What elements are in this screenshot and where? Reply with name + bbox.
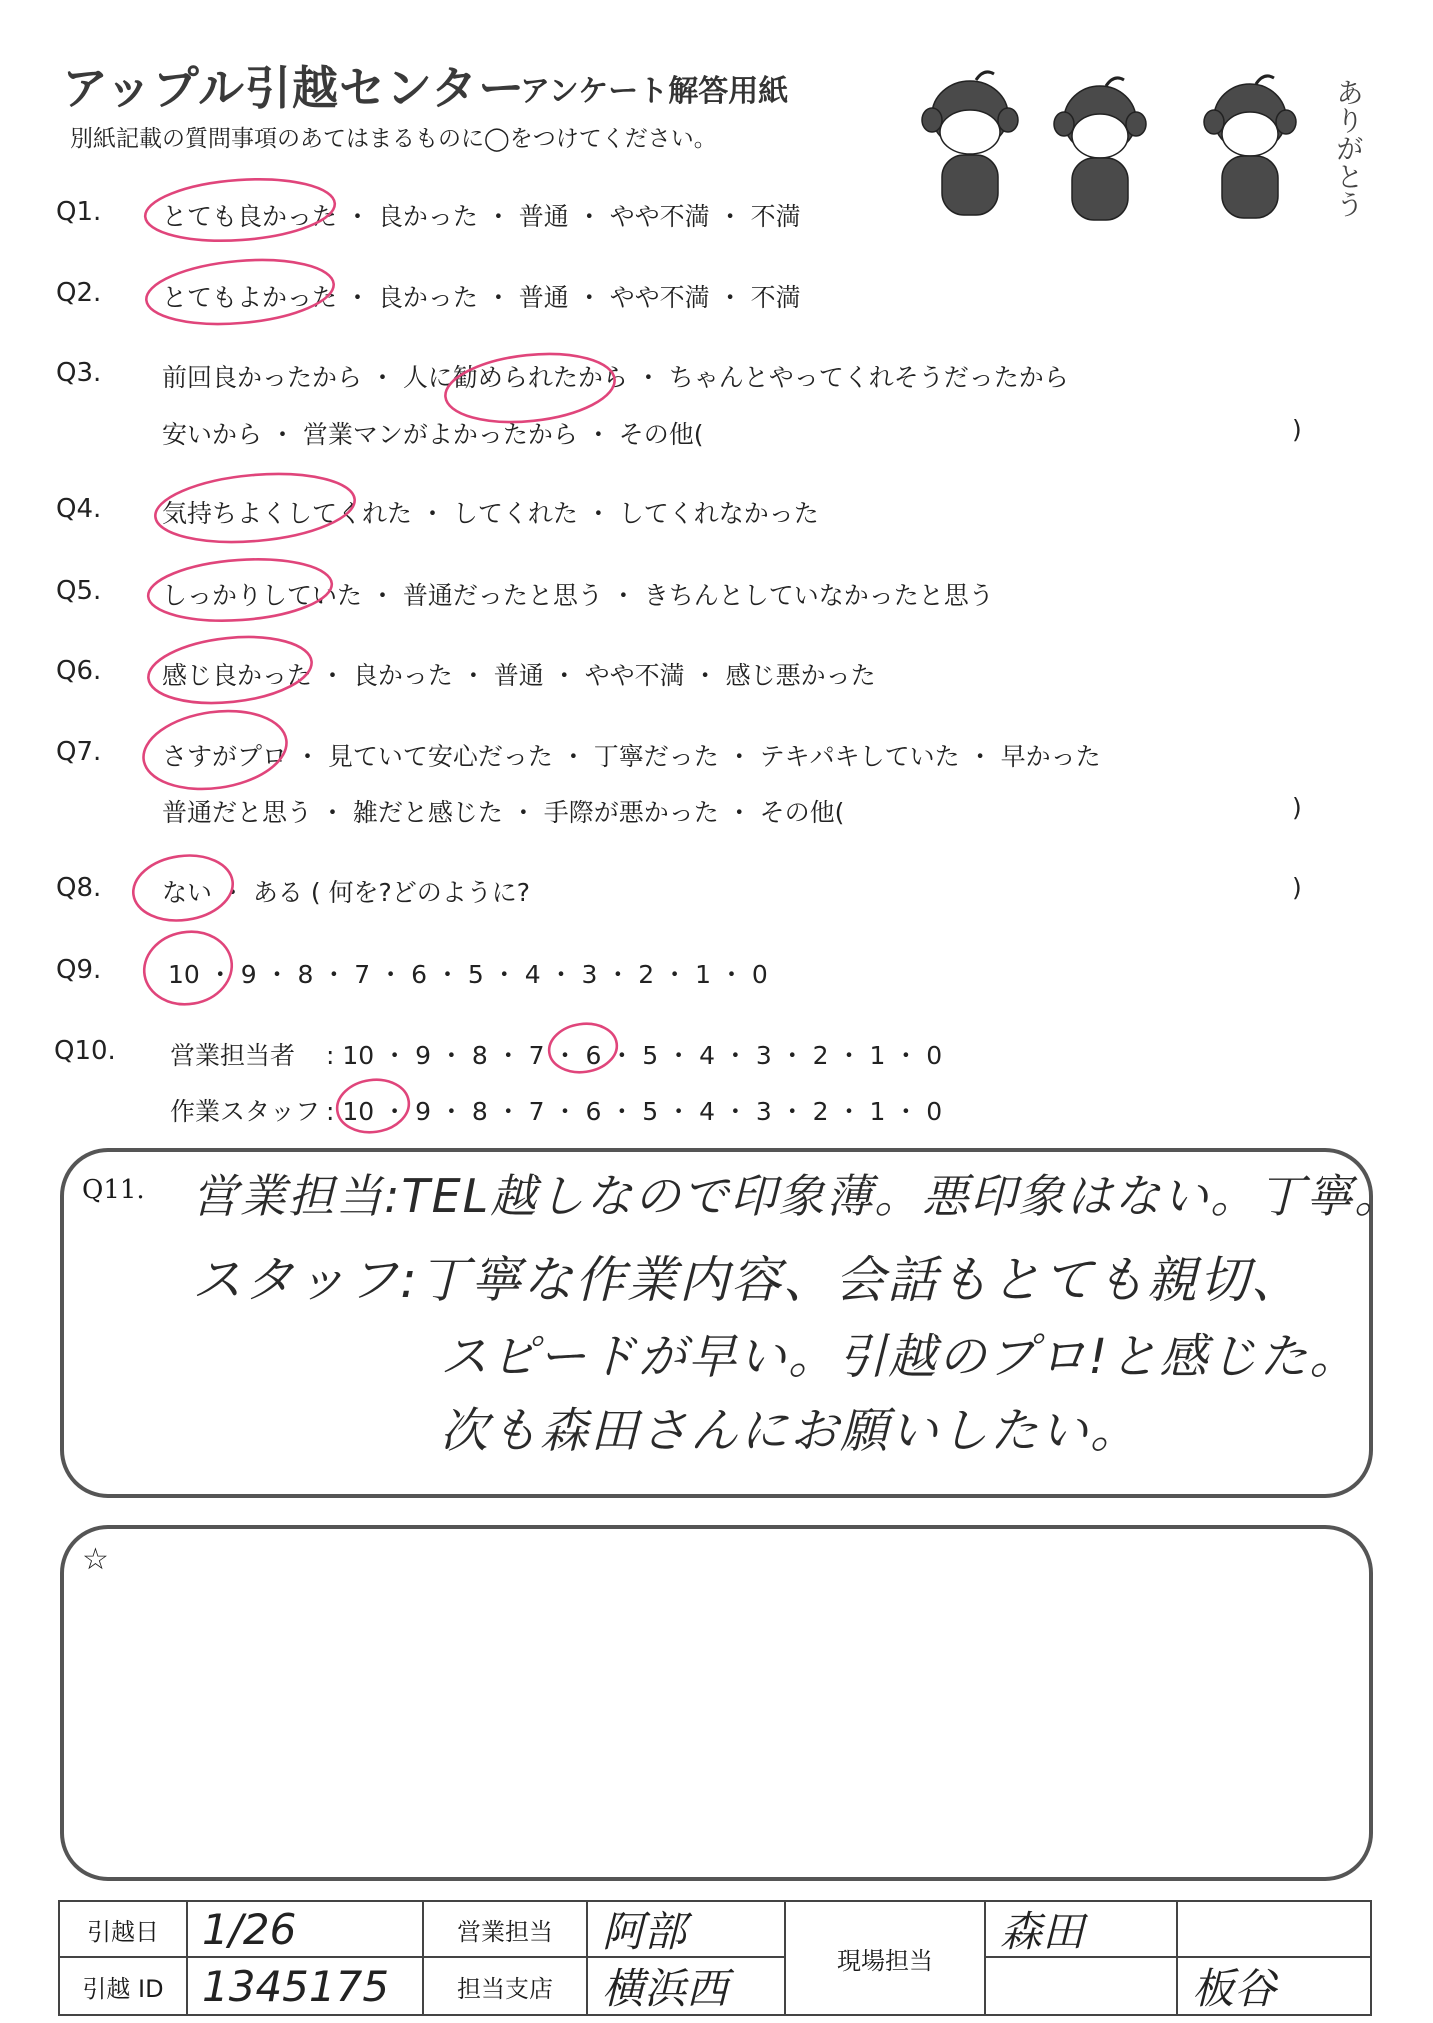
q11-line-3: スピードが早い。引越のプロ!と感じた。 <box>440 1329 1360 1385</box>
q11-line-1: 営業担当:TEL越しなので印象薄。悪印象はない。丁寧。 <box>192 1169 1403 1223</box>
sales-label: 営業担当 <box>424 1902 588 1958</box>
q3-options-line1[interactable]: 前回良かったから ・ 人に勧められたから ・ ちゃんとやってくれそうだったから <box>162 363 1069 392</box>
instruction-text: 別紙記載の質問事項のあてはまるものに◯をつけてください。 <box>70 126 717 152</box>
site-empty-1 <box>986 1958 1178 2014</box>
q8-label: Q8. <box>56 873 102 903</box>
q3-options-line2[interactable]: 安いから ・ 営業マンがよかったから ・ その他( <box>162 420 704 449</box>
q11-line-4: 次も森田さんにお願いしたい。 <box>440 1403 1141 1459</box>
q1-answer-circle <box>143 173 337 246</box>
free-comment-box <box>60 1525 1373 1881</box>
q2-label: Q2. <box>56 278 102 308</box>
q1-options[interactable]: とても良かった ・ 良かった ・ 普通 ・ やや不満 ・ 不満 <box>162 202 801 231</box>
q6-label: Q6. <box>56 656 102 686</box>
q8-answer-circle <box>129 849 237 926</box>
form-title: アンケート解答用紙 <box>520 74 789 109</box>
brand-title: アップル引越センター <box>62 61 526 115</box>
star-icon: ☆ <box>82 1542 109 1577</box>
q4-answer-circle <box>153 466 358 549</box>
q2-options[interactable]: とてもよかった ・ 良かった ・ 普通 ・ やや不満 ・ 不満 <box>162 283 801 312</box>
branch-value: 横浜西 <box>588 1958 786 2014</box>
move-id-value: 1345175 <box>188 1958 424 2014</box>
q3-label: Q3. <box>56 358 102 388</box>
q3-close-paren: ) <box>1292 415 1302 444</box>
q9-answer-circle <box>138 925 237 1011</box>
q10-sales-label: 営業担当者 <box>170 1041 296 1070</box>
q9-label: Q9. <box>56 955 102 985</box>
move-date-value: 1/26 <box>188 1902 424 1958</box>
q8-options[interactable]: ない ・ ある ( 何を?どのように? <box>162 878 531 907</box>
move-date-label: 引越日 <box>60 1902 188 1958</box>
q5-options[interactable]: しっかりしていた ・ 普通だったと思う ・ きちんとしていなかったと思う <box>162 581 994 610</box>
q10-staff-answer-circle <box>334 1075 413 1137</box>
q9-options[interactable]: 10 ・ 9 ・ 8 ・ 7 ・ 6 ・ 5 ・ 4 ・ 3 ・ 2 ・ 1 ・ 0 <box>168 960 768 989</box>
q5-answer-circle <box>146 554 334 627</box>
q3-answer-circle <box>442 346 618 429</box>
q11-line-2: スタッフ:丁寧な作業内容、会話もとても親切、 <box>192 1251 1303 1309</box>
q7-label: Q7. <box>56 737 102 767</box>
footer-table <box>58 1900 1372 2016</box>
q6-options[interactable]: 感じ良かった ・ 良かった ・ 普通 ・ やや不満 ・ 感じ悪かった <box>162 661 876 690</box>
q7-answer-circle <box>138 702 291 797</box>
site-label: 現場担当 <box>786 1902 986 2014</box>
q10-label: Q10. <box>54 1036 116 1066</box>
q10-staff-scale[interactable]: : 10 ・ 9 ・ 8 ・ 7 ・ 6 ・ 5 ・ 4 ・ 3 ・ 2 ・ 1 ・ 0 <box>326 1097 943 1126</box>
site-value-1: 森田 <box>986 1902 1178 1958</box>
q7-close-paren: ) <box>1292 793 1302 822</box>
q10-staff-label: 作業スタッフ <box>170 1097 321 1126</box>
branch-label: 担当支店 <box>424 1958 588 2014</box>
q2-answer-circle <box>144 253 337 331</box>
q7-options-line1[interactable]: さすがプロ ・ 見ていて安心だった ・ 丁寧だった ・ テキパキしていた ・ 早かった <box>162 742 1101 771</box>
q10-sales-scale[interactable]: : 10 ・ 9 ・ 8 ・ 7 ・ 6 ・ 5 ・ 4 ・ 3 ・ 2 ・ 1 ・ 0 <box>326 1041 943 1070</box>
q5-label: Q5. <box>56 576 102 606</box>
sales-value: 阿部 <box>588 1902 786 1958</box>
thanks-text: ありがとう <box>1332 78 1365 218</box>
q6-answer-circle <box>145 630 315 711</box>
site-empty-2 <box>1178 1902 1370 1958</box>
q8-close-paren: ) <box>1292 873 1302 902</box>
q10-sales-answer-circle <box>546 1020 620 1077</box>
q11-label: Q11. <box>82 1175 145 1205</box>
move-id-label: 引越 ID <box>60 1958 188 2014</box>
q4-label: Q4. <box>56 494 102 524</box>
q1-label: Q1. <box>56 197 102 227</box>
site-value-2: 板谷 <box>1192 1964 1277 2013</box>
q7-options-line2[interactable]: 普通だと思う ・ 雑だと感じた ・ 手際が悪かった ・ その他( <box>162 798 845 827</box>
q4-options[interactable]: 気持ちよくしてくれた ・ してくれた ・ してくれなかった <box>162 499 819 528</box>
